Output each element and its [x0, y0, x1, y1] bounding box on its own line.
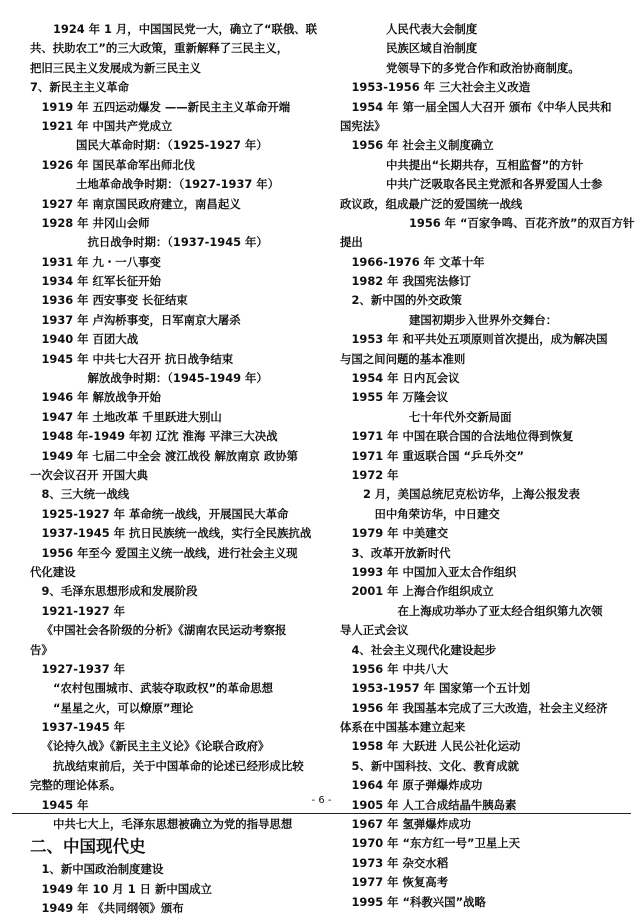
- text-line: 解放战争时期：（1945-1949 年）: [87, 371, 268, 386]
- text-line: 5、新中国科技、文化、教育成就: [351, 758, 519, 773]
- text-line: 与国之间问题的基本准则: [340, 351, 466, 366]
- text-line: 1940 年 百团大战: [41, 332, 139, 347]
- text-line: 9、毛泽东思想形成和发展阶段: [41, 584, 198, 599]
- text-line: 1905 年 人工合成结晶牛胰岛素: [351, 797, 517, 812]
- text-line: 民族区域自治制度: [386, 41, 478, 56]
- text-line: 1954 年 第一届全国人大召开 颁布《中华人民共和: [351, 99, 612, 114]
- text-line: 1、新中国政治制度建设: [41, 862, 164, 877]
- text-line: 建国初期步入世界外交舞台：: [409, 312, 558, 327]
- text-line: 1948 年-1949 年初 辽沈 淮海 平津三大决战: [41, 429, 278, 444]
- text-line: 8、三大统一战线: [41, 487, 130, 502]
- text-line: 代化建设: [30, 564, 76, 579]
- text-line: 把旧三民主义发展成为新三民主义: [30, 60, 201, 75]
- text-line: 1924 年 1 月，中国国民党一大，确立了“联俄、联: [53, 22, 318, 36]
- right-column: [340, 20, 640, 912]
- text-line: 《中国社会各阶级的分析》《湖南农民运动考察报: [41, 623, 287, 638]
- text-line: 1949 年 《共同纲领》颁布: [41, 901, 184, 916]
- text-line: 1956 年 “百家争鸣、百花齐放”的双百方针: [409, 215, 635, 230]
- text-line: 1928 年 井冈山会师: [41, 215, 150, 230]
- text-line: 1927 年 南京国民政府建立，南昌起义: [41, 196, 241, 211]
- text-line: “星星之火，可以燎原”理论: [53, 700, 194, 715]
- text-line: 1955 年 万隆会议: [351, 390, 449, 405]
- text-line: 4、社会主义现代化建设起步: [351, 642, 497, 657]
- text-line: 3、改革开放新时代: [351, 545, 451, 560]
- text-line: 1973 年 杂交水稻: [351, 855, 449, 870]
- text-line: 土地革命战争时期：（1927-1937 年）: [76, 177, 280, 192]
- text-line: 1995 年 “科教兴国”战略: [351, 894, 486, 909]
- text-line: 1982 年 我国宪法修订: [351, 274, 471, 289]
- text-line: 1953 年 和平共处五项原则首次提出，成为解决国: [351, 332, 608, 347]
- text-line: 1977 年 恢复高考: [351, 875, 449, 890]
- text-line: 2001 年 上海合作组织成立: [351, 584, 494, 599]
- text-line: 1926 年 国民革命军出师北伐: [41, 157, 196, 172]
- text-line: 1921-1927 年: [41, 603, 125, 618]
- text-line: 共、扶助农工”的三大政策，重新解释了三民主义，: [30, 41, 289, 56]
- text-line: 一次会议召开 开国大典: [30, 467, 148, 482]
- text-line: 1971 年 重返联合国 “乒乓外交”: [351, 448, 524, 463]
- text-line: 1979 年 中美建交: [351, 526, 449, 541]
- text-line: 提出: [340, 235, 363, 250]
- text-line: 1966-1976 年 文革十年: [351, 254, 485, 269]
- text-line: 1931 年 九・一八事变: [41, 254, 161, 269]
- text-line: 中共七大上，毛泽东思想被确立为党的指导思想: [53, 817, 293, 832]
- text-line: 2 月，美国总统尼克松访华，上海公报发表: [363, 487, 580, 502]
- text-line: 1967 年 氢弹爆炸成功: [351, 817, 471, 832]
- text-line: 1937-1945 年: [41, 720, 125, 735]
- text-line: 1956 年至今 爱国主义统一战线，进行社会主义现: [41, 545, 298, 560]
- text-line: 抗日战争时期：（1937-1945 年）: [87, 235, 268, 250]
- text-line: 1958 年 大跃进 人民公社化运动: [351, 739, 521, 754]
- text-line: 1972 年: [351, 467, 399, 482]
- text-line: 人民代表大会制度: [386, 22, 478, 36]
- text-line: 1949 年 10 月 1 日 新中国成立: [41, 881, 212, 896]
- left-column-tail: [30, 860, 330, 918]
- text-line: 在上海成功举办了亚太经合组织第九次领: [397, 603, 603, 618]
- text-line: 1925-1927 年 革命统一战线，开展国民大革命: [41, 506, 289, 521]
- section-heading: 二、中国现代史: [30, 837, 146, 857]
- text-line: 中共提出“长期共存，互相监督”的方针: [386, 157, 584, 172]
- text-line: 1956 年 我国基本完成了三大改造，社会主义经济: [351, 700, 608, 715]
- text-line: 党领导下的多党合作和政治协商制度。: [386, 60, 580, 75]
- text-line: 告》: [30, 642, 53, 657]
- text-line: 完整的理论体系。: [30, 778, 122, 793]
- text-line: 导人正式会议: [340, 623, 409, 638]
- text-line: 1937 年 卢沟桥事变，日军南京大屠杀: [41, 312, 241, 327]
- text-line: 国宪法》: [340, 118, 386, 133]
- text-line: 田中角荣访华，中日建交: [374, 506, 500, 521]
- text-line: 1953-1957 年 国家第一个五计划: [351, 681, 531, 696]
- text-line: 1927-1937 年: [41, 661, 125, 676]
- text-line: 国民大革命时期：（1925-1927 年）: [76, 138, 268, 153]
- text-line: 1936 年 西安事变 长征结束: [41, 293, 188, 308]
- text-line: 1956 年 社会主义制度确立: [351, 138, 494, 153]
- text-line: 1993 年 中国加入亚太合作组织: [351, 564, 517, 579]
- left-column-body: [30, 20, 330, 834]
- text-line: 1949 年 七届二中全会 渡江战役 解放南京 政协第: [41, 448, 299, 463]
- text-line: 1919 年 五四运动爆发 ——新民主主义革命开端: [41, 99, 291, 114]
- text-line: 1946 年 解放战争开始: [41, 390, 161, 405]
- text-line: 1945 年 中共七大召开 抗日战争结束: [41, 351, 234, 366]
- text-line: 1937-1945 年 抗日民族统一战线，实行全民族抗战: [41, 526, 312, 541]
- text-line: 政议政，组成最广泛的爱国统一战线: [340, 196, 523, 211]
- text-line: “农村包围城市、武装夺取政权”的革命思想: [53, 681, 274, 696]
- text-line: 1953-1956 年 三大社会主义改造: [351, 80, 531, 95]
- text-line: 1956 年 中共八大: [351, 661, 449, 676]
- text-line: 1947 年 土地改革 千里跃进大别山: [41, 409, 222, 424]
- text-line: 1964 年 原子弹爆炸成功: [351, 778, 483, 793]
- text-line: 七十年代外交新局面: [409, 409, 512, 424]
- text-line: 《论持久战》《新民主主义论》《论联合政府》: [41, 739, 270, 754]
- text-line: 2、新中国的外交政策: [351, 293, 462, 308]
- text-line: 1970 年 “东方红一号”卫星上天: [351, 836, 521, 851]
- text-line: 7、新民主主义革命: [30, 80, 130, 95]
- text-line: 1934 年 红军长征开始: [41, 274, 161, 289]
- text-line: 1971 年 中国在联合国的合法地位得到恢复: [351, 429, 574, 444]
- text-line: 1921 年 中国共产党成立: [41, 118, 173, 133]
- right-column-body: [340, 20, 640, 912]
- text-line: 抗战结束前后，关于中国革命的论述已经形成比较: [53, 758, 304, 773]
- text-line: 1954 年 日内瓦会议: [351, 371, 460, 386]
- page-number: - 6 -: [311, 795, 332, 806]
- left-column: [30, 20, 330, 919]
- text-line: 体系在中国基本建立起来: [340, 720, 466, 735]
- footer-rule: [12, 813, 631, 814]
- text-line: 中共广泛吸取各民主党派和各界爱国人士参: [386, 177, 603, 192]
- text-line: 1945 年: [41, 797, 89, 812]
